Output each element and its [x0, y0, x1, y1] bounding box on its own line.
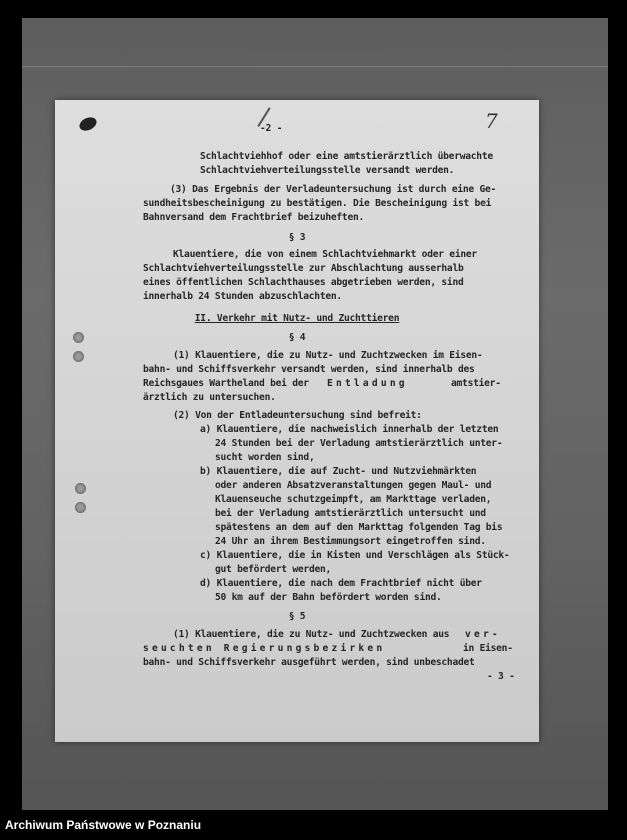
- text-line: eines öffentlichen Schlachthauses abgetrieben werden, sind: [143, 277, 464, 288]
- text-line: bahn- und Schiffsverkehr versandt werden, sind innerhalb des: [143, 364, 475, 375]
- list-item-continuation: gut befördert werden,: [215, 564, 332, 575]
- list-item: a) Klauentiere, die nachweislich innerhalb der letzten: [200, 424, 499, 435]
- text-line: (1) Klauentiere, die zu Nutz- und Zuchtzwecken aus: [173, 629, 450, 640]
- text-line: bahn- und Schiffsverkehr ausgeführt werden, sind unbeschadet: [143, 657, 475, 668]
- list-item-continuation: spätestens an dem auf den Markttag folgenden Tag bis: [215, 522, 503, 533]
- chapter-heading: II. Verkehr mit Nutz- und Zuchttieren: [194, 313, 400, 324]
- handwritten-page-number: 7: [485, 109, 498, 133]
- archive-footer: Archiwum Państwowe w Poznaniu: [0, 810, 627, 840]
- document-page: [55, 100, 539, 742]
- text-line: innerhalb 24 Stunden abzuschlachten.: [143, 291, 342, 302]
- text-line: ärztlich zu untersuchen.: [143, 392, 276, 403]
- text-line: (2) Von der Entladeuntersuchung sind befreit:: [173, 410, 422, 421]
- list-item-continuation: sucht worden sind,: [215, 452, 315, 463]
- list-item: c) Klauentiere, die in Kisten und Verschlägen als Stück-: [200, 550, 510, 561]
- spaced-word: seuchten Regierungsbezirken: [143, 643, 386, 654]
- list-item-continuation: 24 Uhr an ihrem Bestimmungsort eingetroffen sind.: [215, 536, 486, 547]
- punch-hole: [75, 483, 86, 494]
- text-line: sundheitsbescheinigung zu bestätigen. Die Bescheinigung ist bei: [143, 198, 492, 209]
- text-line: Schlachtviehverteilungsstelle versandt werden.: [200, 165, 455, 176]
- text-line: amtstier-: [451, 378, 501, 389]
- text-line: Bahnversand dem Frachtbrief beizuheften.: [143, 212, 365, 223]
- spaced-word: ver-: [465, 629, 501, 640]
- text-line: Klauentiere, die von einem Schlachtviehmarkt oder einer: [173, 249, 477, 260]
- section-heading: § 4: [288, 332, 306, 343]
- paper-clip-mark: [77, 115, 98, 133]
- next-page-marker: - 3 -: [487, 671, 515, 682]
- list-item-continuation: oder anderen Absatzveranstaltungen gegen Maul- und: [215, 480, 492, 491]
- text-line: Schlachtviehhof oder eine amtstierärztlich überwachte: [200, 151, 493, 162]
- text-line: Reichsgaues Wartheland bei der: [143, 378, 309, 389]
- list-item-continuation: bei der Verladung amtstierärztlich untersucht und: [215, 508, 486, 519]
- list-item-continuation: 50 km auf der Bahn befördert worden sind.: [215, 592, 442, 603]
- list-item: d) Klauentiere, die nach dem Frachtbrief nicht über: [200, 578, 482, 589]
- list-item-continuation: 24 Stunden bei der Verladung amtstierärztlich unter-: [215, 438, 503, 449]
- text-line: (1) Klauentiere, die zu Nutz- und Zuchtzwecken im Eisen-: [173, 350, 483, 361]
- list-item: b) Klauentiere, die auf Zucht- und Nutzviehmärkten: [200, 466, 477, 477]
- page-header: -2 -: [260, 123, 283, 134]
- spaced-word: Entladung: [327, 378, 408, 389]
- list-item-continuation: Klauenseuche schutzgeimpft, am Markttage verladen,: [215, 494, 492, 505]
- section-heading: § 5: [288, 611, 306, 622]
- text-line: (3) Das Ergebnis der Verladeuntersuchung ist durch eine Ge-: [170, 184, 497, 195]
- punch-hole: [73, 351, 84, 362]
- text-line: Schlachtviehverteilungsstelle zur Abschlachtung ausserhalb: [143, 263, 464, 274]
- text-line: in Eisen-: [463, 643, 513, 654]
- section-heading: § 3: [288, 232, 306, 243]
- punch-hole: [75, 502, 86, 513]
